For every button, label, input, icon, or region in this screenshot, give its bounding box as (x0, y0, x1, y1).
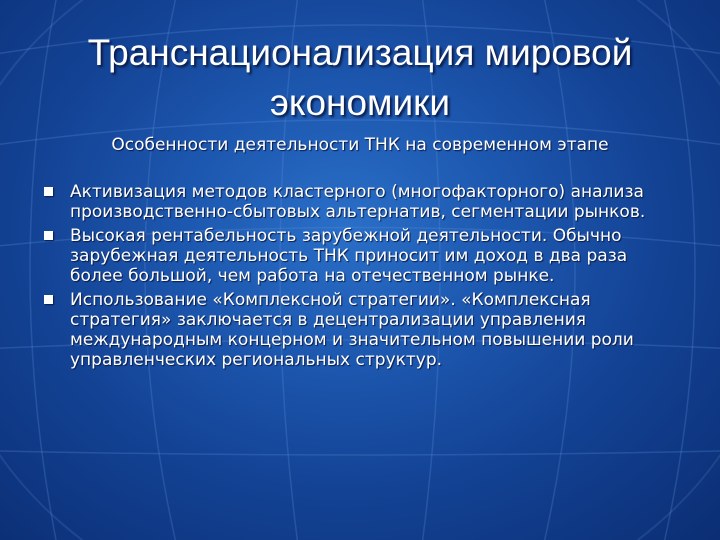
square-bullet-icon (44, 187, 53, 196)
bullet-item (42, 290, 682, 370)
bullet-text: Активизация методов кластерного (многофакторного) анализа производственно-сбытовых альтернатив, сегментации рынков. (70, 182, 646, 222)
bullet-list (42, 182, 682, 374)
bullet-item (42, 182, 682, 222)
slide-title: Транснационализация мировой экономики (87, 32, 633, 123)
bullet-text: Использование «Комплексной стратегии». «Комплексная стратегия» заключается в децентрализации управления международным концерном и значительном повышении роли управленческих региональных структур. (70, 290, 634, 370)
square-bullet-icon (44, 231, 53, 240)
bullet-text: Высокая рентабельность зарубежной деятельности. Обычно зарубежная деятельность ТНК приносит им доход в два раза более большой, чем работа на отечественном рынке. (70, 226, 628, 286)
square-bullet-icon (44, 295, 53, 304)
bullet-item (42, 226, 682, 286)
slide-subtitle: Особенности деятельности ТНК на современном этапе (111, 135, 609, 155)
